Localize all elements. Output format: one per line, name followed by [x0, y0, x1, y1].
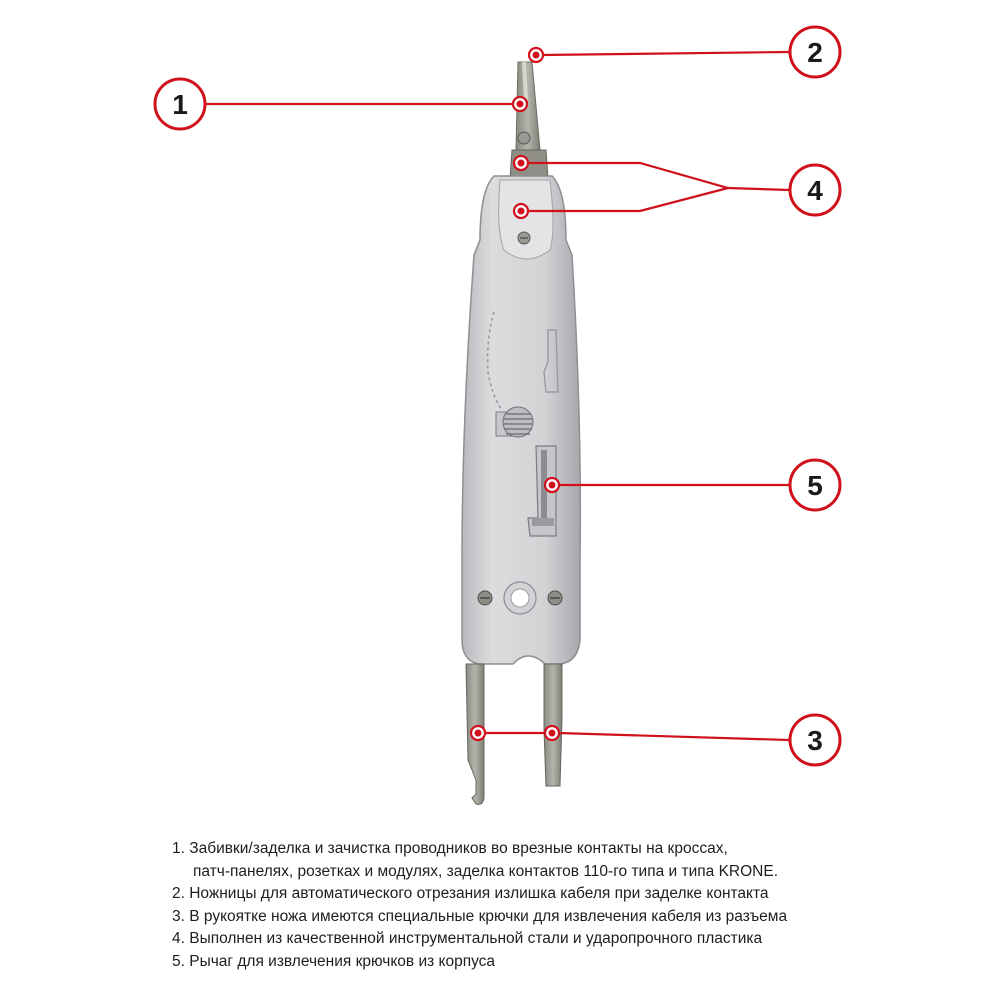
caption-line: 2. Ножницы для автоматического отрезания излишка кабеля при заделке контакта: [172, 885, 769, 902]
callout-2-number: 2: [807, 37, 823, 68]
callout-5: [790, 460, 840, 510]
callout-5-number: 5: [807, 470, 823, 501]
caption-continuation-line: патч-панелях, розетках и модулях, заделка контактов 110-го типа и типа KRONE.: [193, 862, 778, 880]
caption-line: 5. Рычаг для извлечения крючков из корпуса: [172, 952, 496, 970]
callout-2-leader-line: [541, 52, 789, 55]
callout-4: [790, 165, 840, 215]
callout-2-pointer-dot-center: [533, 52, 540, 59]
callout-4-leader-line: [527, 163, 789, 190]
caption-line: 4. Выполнен из качественной инструментальной стали и ударопрочного пластика: [172, 930, 763, 947]
tool-handle: [462, 176, 580, 664]
callout-1: [155, 79, 205, 129]
callout-3-pointer-dot-center: [549, 730, 556, 737]
callout-1-pointer-dot-center: [517, 101, 524, 108]
callout-4-number: 4: [807, 175, 823, 206]
callout-4-pointer-dot-center: [518, 160, 525, 167]
callout-3-leader-line: [558, 733, 789, 740]
caption-list: [172, 838, 972, 973]
callout-5-pointer-dot-center: [549, 482, 556, 489]
callout-3-number: 3: [807, 725, 823, 756]
caption-line: 3. В рукоятке ножа имеются специальные крючки для извлечения кабеля из разъема: [172, 907, 788, 925]
caption-line: 1. Забивки/заделка и зачистка проводников во врезные контакты на кроссах,: [172, 840, 728, 857]
callout-4-pointer-dot-center: [518, 208, 525, 215]
callout-2: [790, 27, 840, 77]
callout-3-pointer-dot-center: [475, 730, 482, 737]
callout-1-number: 1: [172, 89, 188, 120]
callout-3: [790, 715, 840, 765]
